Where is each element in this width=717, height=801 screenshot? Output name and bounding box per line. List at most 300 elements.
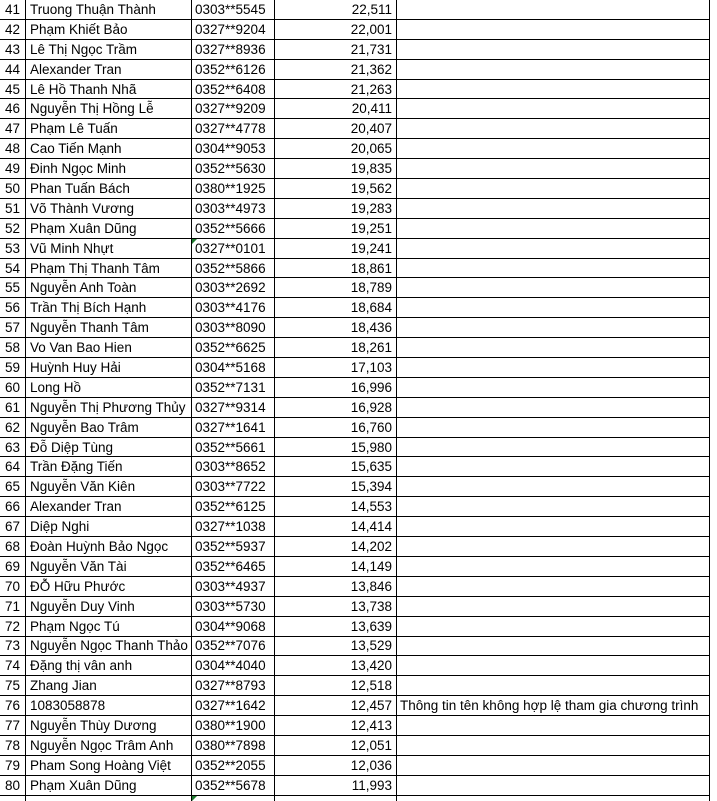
phone-cell[interactable] bbox=[192, 239, 275, 259]
table-row bbox=[0, 358, 717, 378]
empty-margin bbox=[710, 597, 717, 617]
value-cell[interactable]: 18,684 bbox=[275, 298, 397, 318]
empty-margin bbox=[710, 736, 717, 756]
value-cell[interactable]: 19,835 bbox=[275, 159, 397, 179]
phone-cell[interactable] bbox=[192, 60, 275, 80]
phone-cell[interactable] bbox=[192, 338, 275, 358]
note-cell[interactable] bbox=[397, 497, 710, 517]
table-row bbox=[0, 756, 717, 776]
note-cell[interactable] bbox=[397, 159, 710, 179]
value-cell[interactable]: 13,738 bbox=[275, 597, 397, 617]
table-row bbox=[0, 617, 717, 637]
value-cell[interactable]: 18,436 bbox=[275, 318, 397, 338]
name-cell[interactable]: Alexander Tran bbox=[26, 60, 192, 80]
phone-text: 0327**4778 bbox=[195, 121, 266, 137]
value-cell[interactable]: 19,562 bbox=[275, 179, 397, 199]
note-cell[interactable] bbox=[397, 617, 710, 637]
name-cell[interactable]: Diệp Nghi bbox=[26, 517, 192, 537]
phone-text: 0327**8936 bbox=[195, 41, 266, 57]
phone-text: 0327**8793 bbox=[195, 678, 266, 694]
value-cell[interactable]: 19,251 bbox=[275, 219, 397, 239]
note-cell[interactable] bbox=[397, 338, 710, 358]
row-number-cell[interactable]: 78 bbox=[0, 736, 26, 756]
empty-margin bbox=[710, 338, 717, 358]
table-row bbox=[0, 378, 717, 398]
phone-text: 0304**9053 bbox=[195, 141, 266, 157]
note-cell[interactable] bbox=[397, 438, 710, 458]
empty-margin bbox=[710, 20, 717, 40]
table-row bbox=[0, 298, 717, 318]
phone-cell[interactable] bbox=[192, 159, 275, 179]
phone-text: 0352**6408 bbox=[195, 81, 266, 97]
row-number-cell[interactable]: 70 bbox=[0, 577, 26, 597]
note-cell[interactable] bbox=[397, 477, 710, 497]
phone-text: 0352**6625 bbox=[195, 340, 266, 356]
row-number-cell[interactable]: 64 bbox=[0, 457, 26, 477]
note-cell[interactable] bbox=[397, 40, 710, 60]
name-cell[interactable]: Trần Đặng Tiến bbox=[26, 457, 192, 477]
empty-margin bbox=[710, 40, 717, 60]
phone-cell[interactable] bbox=[192, 418, 275, 438]
table-row bbox=[0, 159, 717, 179]
row-number-cell[interactable]: 41 bbox=[0, 0, 26, 20]
value-cell[interactable]: 22,511 bbox=[275, 0, 397, 20]
table-row bbox=[0, 318, 717, 338]
table-row bbox=[0, 696, 717, 716]
name-cell[interactable]: Lê Hồ Thanh Nhã bbox=[26, 80, 192, 100]
phone-cell[interactable] bbox=[192, 756, 275, 776]
name-cell[interactable]: Nguyễn Thị Hồng Lễ bbox=[26, 99, 192, 119]
name-cell[interactable]: Nguyễn Văn Tài bbox=[26, 557, 192, 577]
row-number-cell[interactable]: 76 bbox=[0, 696, 26, 716]
name-cell[interactable]: Zhang Jian bbox=[26, 676, 192, 696]
empty-margin bbox=[710, 358, 717, 378]
name-cell[interactable]: Alexander Tran bbox=[26, 497, 192, 517]
row-number-cell[interactable]: 48 bbox=[0, 139, 26, 159]
value-cell[interactable]: 14,149 bbox=[275, 557, 397, 577]
row-number-cell[interactable]: 72 bbox=[0, 617, 26, 637]
note-cell[interactable] bbox=[397, 139, 710, 159]
name-cell[interactable]: Nguyễn Ngọc Thanh Thảo bbox=[26, 637, 192, 657]
phone-text: 0303**8090 bbox=[195, 320, 266, 336]
name-cell[interactable]: 1083058878 bbox=[26, 696, 192, 716]
table-row bbox=[0, 259, 717, 279]
empty-margin bbox=[710, 577, 717, 597]
phone-cell[interactable] bbox=[192, 736, 275, 756]
note-cell[interactable] bbox=[397, 119, 710, 139]
note-cell[interactable] bbox=[397, 716, 710, 736]
empty-margin bbox=[710, 80, 717, 100]
value-cell[interactable]: 14,553 bbox=[275, 497, 397, 517]
note-cell[interactable] bbox=[397, 60, 710, 80]
row-number-cell[interactable]: 71 bbox=[0, 597, 26, 617]
row-number-cell[interactable]: 61 bbox=[0, 398, 26, 418]
phone-cell[interactable] bbox=[192, 637, 275, 657]
empty-margin bbox=[710, 179, 717, 199]
row-number-cell[interactable]: 74 bbox=[0, 656, 26, 676]
row-number-cell[interactable]: 69 bbox=[0, 557, 26, 577]
note-cell[interactable] bbox=[397, 179, 710, 199]
value-cell[interactable]: 13,639 bbox=[275, 617, 397, 637]
table-row bbox=[0, 338, 717, 358]
empty-margin bbox=[710, 617, 717, 637]
value-cell[interactable]: 12,457 bbox=[275, 696, 397, 716]
value-cell[interactable]: 19,283 bbox=[275, 199, 397, 219]
row-number-cell[interactable]: 59 bbox=[0, 358, 26, 378]
phone-cell[interactable] bbox=[192, 776, 275, 796]
name-cell[interactable]: Huỳnh Huy Hải bbox=[26, 358, 192, 378]
note-cell[interactable] bbox=[397, 20, 710, 40]
phone-cell[interactable] bbox=[192, 199, 275, 219]
table-row bbox=[0, 776, 717, 796]
row-number-cell[interactable]: 53 bbox=[0, 239, 26, 259]
row-number-cell[interactable]: 62 bbox=[0, 418, 26, 438]
empty-margin bbox=[710, 139, 717, 159]
empty-margin bbox=[710, 278, 717, 298]
phone-cell[interactable] bbox=[192, 696, 275, 716]
table-row bbox=[0, 438, 717, 458]
table-row bbox=[0, 457, 717, 477]
note-cell[interactable] bbox=[397, 796, 710, 801]
phone-cell[interactable] bbox=[192, 99, 275, 119]
row-number-cell[interactable] bbox=[0, 796, 26, 801]
value-cell[interactable]: 15,394 bbox=[275, 477, 397, 497]
phone-cell[interactable] bbox=[192, 577, 275, 597]
note-cell[interactable] bbox=[397, 557, 710, 577]
value-cell[interactable]: 20,411 bbox=[275, 99, 397, 119]
empty-margin bbox=[710, 656, 717, 676]
name-cell[interactable]: Nguyễn Văn Kiên bbox=[26, 477, 192, 497]
row-number-cell[interactable]: 51 bbox=[0, 199, 26, 219]
table-row bbox=[0, 0, 717, 20]
note-cell[interactable] bbox=[397, 219, 710, 239]
phone-cell[interactable] bbox=[192, 597, 275, 617]
empty-margin bbox=[710, 298, 717, 318]
phone-cell[interactable] bbox=[192, 0, 275, 20]
name-cell[interactable]: Đỗ Diệp Tùng bbox=[26, 438, 192, 458]
phone-cell[interactable] bbox=[192, 259, 275, 279]
row-number-cell[interactable]: 56 bbox=[0, 298, 26, 318]
row-number-cell[interactable]: 57 bbox=[0, 318, 26, 338]
phone-text: 0303**2692 bbox=[195, 280, 266, 296]
phone-text: 0352**5666 bbox=[195, 220, 266, 236]
note-cell[interactable] bbox=[397, 0, 710, 20]
name-cell[interactable]: Phạm Thị Thanh Tâm bbox=[26, 259, 192, 279]
value-cell[interactable]: 12,518 bbox=[275, 676, 397, 696]
value-cell[interactable]: 15,980 bbox=[275, 438, 397, 458]
phone-text: 0304**9068 bbox=[195, 618, 266, 634]
note-cell[interactable] bbox=[397, 517, 710, 537]
name-cell[interactable]: Võ Thành Vương bbox=[26, 199, 192, 219]
table-row bbox=[0, 278, 717, 298]
phone-cell[interactable] bbox=[192, 537, 275, 557]
name-cell[interactable]: Phạm Ngọc Tú bbox=[26, 617, 192, 637]
value-cell[interactable]: 20,065 bbox=[275, 139, 397, 159]
note-cell[interactable] bbox=[397, 278, 710, 298]
phone-cell[interactable] bbox=[192, 497, 275, 517]
row-number-cell[interactable]: 75 bbox=[0, 676, 26, 696]
phone-text: 0352**5630 bbox=[195, 161, 266, 177]
error-indicator-triangle bbox=[192, 796, 197, 801]
error-indicator-triangle bbox=[192, 239, 197, 244]
name-cell[interactable]: Nguyễn Thanh Tâm bbox=[26, 318, 192, 338]
phone-text: 0327**1642 bbox=[195, 698, 266, 714]
name-cell[interactable]: Lê Thị Ngọc Trầm bbox=[26, 40, 192, 60]
empty-margin bbox=[710, 756, 717, 776]
name-cell[interactable]: Đặng thị vân anh bbox=[26, 656, 192, 676]
table-row bbox=[0, 517, 717, 537]
note-cell[interactable] bbox=[397, 736, 710, 756]
phone-cell[interactable] bbox=[192, 278, 275, 298]
table-row bbox=[0, 557, 717, 577]
name-cell[interactable]: Đinh Ngọc Minh bbox=[26, 159, 192, 179]
name-cell[interactable]: Phạm Lê Tuấn bbox=[26, 119, 192, 139]
phone-text: 0303**5545 bbox=[195, 1, 266, 17]
name-cell[interactable]: Vũ Minh Nhựt bbox=[26, 239, 192, 259]
note-cell[interactable] bbox=[397, 597, 710, 617]
note-cell[interactable] bbox=[397, 358, 710, 378]
phone-text: 0352**7131 bbox=[195, 379, 266, 395]
table-row bbox=[0, 676, 717, 696]
note-cell[interactable] bbox=[397, 259, 710, 279]
value-cell[interactable]: 21,731 bbox=[275, 40, 397, 60]
empty-margin bbox=[710, 517, 717, 537]
note-cell[interactable] bbox=[397, 577, 710, 597]
empty-margin bbox=[710, 418, 717, 438]
value-cell[interactable]: 14,202 bbox=[275, 537, 397, 557]
phone-cell[interactable] bbox=[192, 477, 275, 497]
value-cell[interactable]: 14,414 bbox=[275, 517, 397, 537]
row-number-cell[interactable]: 45 bbox=[0, 80, 26, 100]
note-cell[interactable] bbox=[397, 80, 710, 100]
value-cell[interactable]: 17,103 bbox=[275, 358, 397, 378]
phone-cell[interactable] bbox=[192, 40, 275, 60]
empty-margin bbox=[710, 0, 717, 20]
name-cell[interactable]: Phạm Khiết Bảo bbox=[26, 20, 192, 40]
phone-text: 0327**9204 bbox=[195, 21, 266, 37]
row-number-cell[interactable]: 79 bbox=[0, 756, 26, 776]
empty-margin bbox=[710, 676, 717, 696]
table-row bbox=[0, 60, 717, 80]
table-row bbox=[0, 418, 717, 438]
row-number-cell[interactable]: 44 bbox=[0, 60, 26, 80]
phone-cell[interactable] bbox=[192, 219, 275, 239]
note-cell[interactable] bbox=[397, 99, 710, 119]
phone-text: 0303**4973 bbox=[195, 200, 266, 216]
value-cell[interactable]: 18,261 bbox=[275, 338, 397, 358]
value-cell[interactable]: 21,263 bbox=[275, 80, 397, 100]
value-cell[interactable]: 16,760 bbox=[275, 418, 397, 438]
row-number-cell[interactable]: 77 bbox=[0, 716, 26, 736]
empty-margin bbox=[710, 557, 717, 577]
phone-cell[interactable] bbox=[192, 676, 275, 696]
value-cell[interactable]: 16,996 bbox=[275, 378, 397, 398]
empty-margin bbox=[710, 119, 717, 139]
name-cell[interactable]: Đoàn Huỳnh Bảo Ngọc bbox=[26, 537, 192, 557]
value-cell[interactable] bbox=[275, 796, 397, 801]
note-cell[interactable] bbox=[397, 656, 710, 676]
partial-next-row bbox=[0, 796, 717, 801]
note-cell[interactable] bbox=[397, 199, 710, 219]
phone-cell[interactable] bbox=[192, 119, 275, 139]
phone-cell[interactable] bbox=[192, 20, 275, 40]
note-cell[interactable]: Thông tin tên không hợp lệ tham gia chương trình bbox=[397, 696, 710, 716]
row-number-cell[interactable]: 66 bbox=[0, 497, 26, 517]
value-cell[interactable]: 18,789 bbox=[275, 278, 397, 298]
row-number-cell[interactable]: 55 bbox=[0, 278, 26, 298]
note-cell[interactable] bbox=[397, 398, 710, 418]
value-cell[interactable]: 13,846 bbox=[275, 577, 397, 597]
name-cell[interactable]: Phạm Xuân Dũng bbox=[26, 776, 192, 796]
name-cell[interactable]: ĐỖ Hữu Phước bbox=[26, 577, 192, 597]
row-number-cell[interactable]: 65 bbox=[0, 477, 26, 497]
value-cell[interactable]: 19,241 bbox=[275, 239, 397, 259]
row-number-cell[interactable]: 58 bbox=[0, 338, 26, 358]
empty-margin bbox=[710, 696, 717, 716]
phone-text: 0327**9209 bbox=[195, 101, 266, 117]
note-cell[interactable] bbox=[397, 776, 710, 796]
phone-text: 0352**6465 bbox=[195, 558, 266, 574]
row-number-cell[interactable]: 52 bbox=[0, 219, 26, 239]
empty-margin bbox=[710, 776, 717, 796]
table-row bbox=[0, 716, 717, 736]
value-cell[interactable]: 11,993 bbox=[275, 776, 397, 796]
row-number-cell[interactable]: 47 bbox=[0, 119, 26, 139]
note-cell[interactable] bbox=[397, 318, 710, 338]
row-number-cell[interactable]: 63 bbox=[0, 438, 26, 458]
value-cell[interactable]: 22,001 bbox=[275, 20, 397, 40]
value-cell[interactable]: 13,529 bbox=[275, 637, 397, 657]
name-cell[interactable]: Vo Van Bao Hien bbox=[26, 338, 192, 358]
phone-text: 0352**6126 bbox=[195, 61, 266, 77]
row-number-cell[interactable]: 43 bbox=[0, 40, 26, 60]
phone-cell[interactable] bbox=[192, 179, 275, 199]
phone-text: 0352**6125 bbox=[195, 499, 266, 515]
phone-text: 0327**1038 bbox=[195, 519, 266, 535]
name-cell[interactable]: Nguyễn Thị Phương Thủy bbox=[26, 398, 192, 418]
phone-cell[interactable] bbox=[192, 139, 275, 159]
phone-cell[interactable] bbox=[192, 656, 275, 676]
phone-cell[interactable] bbox=[192, 438, 275, 458]
row-number-cell[interactable]: 67 bbox=[0, 517, 26, 537]
row-number-cell[interactable]: 80 bbox=[0, 776, 26, 796]
empty-margin bbox=[710, 497, 717, 517]
value-cell[interactable]: 18,861 bbox=[275, 259, 397, 279]
phone-text: 0304**4040 bbox=[195, 658, 266, 674]
value-cell[interactable]: 16,928 bbox=[275, 398, 397, 418]
value-cell[interactable]: 20,407 bbox=[275, 119, 397, 139]
phone-cell[interactable] bbox=[192, 318, 275, 338]
name-cell[interactable]: Phan Tuấn Bách bbox=[26, 179, 192, 199]
name-cell[interactable]: Cao Tiến Mạnh bbox=[26, 139, 192, 159]
row-number-cell[interactable]: 68 bbox=[0, 537, 26, 557]
value-cell[interactable]: 13,420 bbox=[275, 656, 397, 676]
row-number-cell[interactable]: 54 bbox=[0, 259, 26, 279]
table-row bbox=[0, 99, 717, 119]
table-row bbox=[0, 239, 717, 259]
note-cell[interactable] bbox=[397, 239, 710, 259]
phone-text: 0352**2055 bbox=[195, 757, 266, 773]
table-row bbox=[0, 20, 717, 40]
value-cell[interactable]: 12,413 bbox=[275, 716, 397, 736]
name-cell[interactable]: Nguyễn Bao Trâm bbox=[26, 418, 192, 438]
phone-cell[interactable] bbox=[192, 517, 275, 537]
table-row bbox=[0, 40, 717, 60]
row-number-cell[interactable]: 73 bbox=[0, 637, 26, 657]
phone-text: 0303**5730 bbox=[195, 598, 266, 614]
phone-text: 0352**7076 bbox=[195, 638, 266, 654]
phone-cell[interactable] bbox=[192, 378, 275, 398]
name-cell[interactable]: Long Hồ bbox=[26, 378, 192, 398]
row-number-cell[interactable]: 60 bbox=[0, 378, 26, 398]
table-row bbox=[0, 199, 717, 219]
row-number-cell[interactable]: 50 bbox=[0, 179, 26, 199]
empty-margin bbox=[710, 159, 717, 179]
empty-margin bbox=[710, 398, 717, 418]
note-cell[interactable] bbox=[397, 418, 710, 438]
table-row bbox=[0, 139, 717, 159]
phone-text: 0303**8652 bbox=[195, 459, 266, 475]
empty-margin bbox=[710, 438, 717, 458]
empty-margin bbox=[710, 637, 717, 657]
note-cell[interactable] bbox=[397, 756, 710, 776]
phone-cell[interactable] bbox=[192, 457, 275, 477]
phone-cell[interactable] bbox=[192, 617, 275, 637]
name-cell[interactable]: Trần Thị Bích Hạnh bbox=[26, 298, 192, 318]
note-cell[interactable] bbox=[397, 457, 710, 477]
empty-margin bbox=[710, 99, 717, 119]
value-cell[interactable]: 15,635 bbox=[275, 457, 397, 477]
table-row bbox=[0, 477, 717, 497]
name-cell[interactable]: Pham Song Hoàng Việt bbox=[26, 756, 192, 776]
note-cell[interactable] bbox=[397, 378, 710, 398]
name-cell[interactable]: Phạm Xuân Dũng bbox=[26, 219, 192, 239]
phone-cell[interactable] bbox=[192, 796, 275, 801]
phone-cell[interactable] bbox=[192, 80, 275, 100]
empty-margin bbox=[710, 796, 717, 801]
name-cell[interactable]: Nguyễn Ngọc Trâm Anh bbox=[26, 736, 192, 756]
empty-margin bbox=[710, 537, 717, 557]
name-cell[interactable]: Nguyễn Duy Vinh bbox=[26, 597, 192, 617]
table-row bbox=[0, 736, 717, 756]
table-row bbox=[0, 497, 717, 517]
table-row bbox=[0, 80, 717, 100]
note-cell[interactable] bbox=[397, 637, 710, 657]
name-cell[interactable]: Truong Thuận Thành bbox=[26, 0, 192, 20]
name-cell[interactable] bbox=[26, 796, 192, 801]
phone-cell[interactable] bbox=[192, 716, 275, 736]
note-cell[interactable] bbox=[397, 676, 710, 696]
value-cell[interactable]: 21,362 bbox=[275, 60, 397, 80]
phone-cell[interactable] bbox=[192, 557, 275, 577]
name-cell[interactable]: Nguyễn Thùy Dương bbox=[26, 716, 192, 736]
name-cell[interactable]: Nguyễn Anh Toàn bbox=[26, 278, 192, 298]
empty-margin bbox=[710, 259, 717, 279]
phone-cell[interactable] bbox=[192, 398, 275, 418]
row-number-cell[interactable]: 42 bbox=[0, 20, 26, 40]
note-cell[interactable] bbox=[397, 537, 710, 557]
note-cell[interactable] bbox=[397, 298, 710, 318]
row-number-cell[interactable]: 46 bbox=[0, 99, 26, 119]
phone-text: 0304**5168 bbox=[195, 359, 266, 375]
phone-cell[interactable] bbox=[192, 358, 275, 378]
table-row bbox=[0, 119, 717, 139]
row-number-cell[interactable]: 49 bbox=[0, 159, 26, 179]
phone-cell[interactable] bbox=[192, 298, 275, 318]
value-cell[interactable]: 12,036 bbox=[275, 756, 397, 776]
value-cell[interactable]: 12,051 bbox=[275, 736, 397, 756]
table-row bbox=[0, 656, 717, 676]
